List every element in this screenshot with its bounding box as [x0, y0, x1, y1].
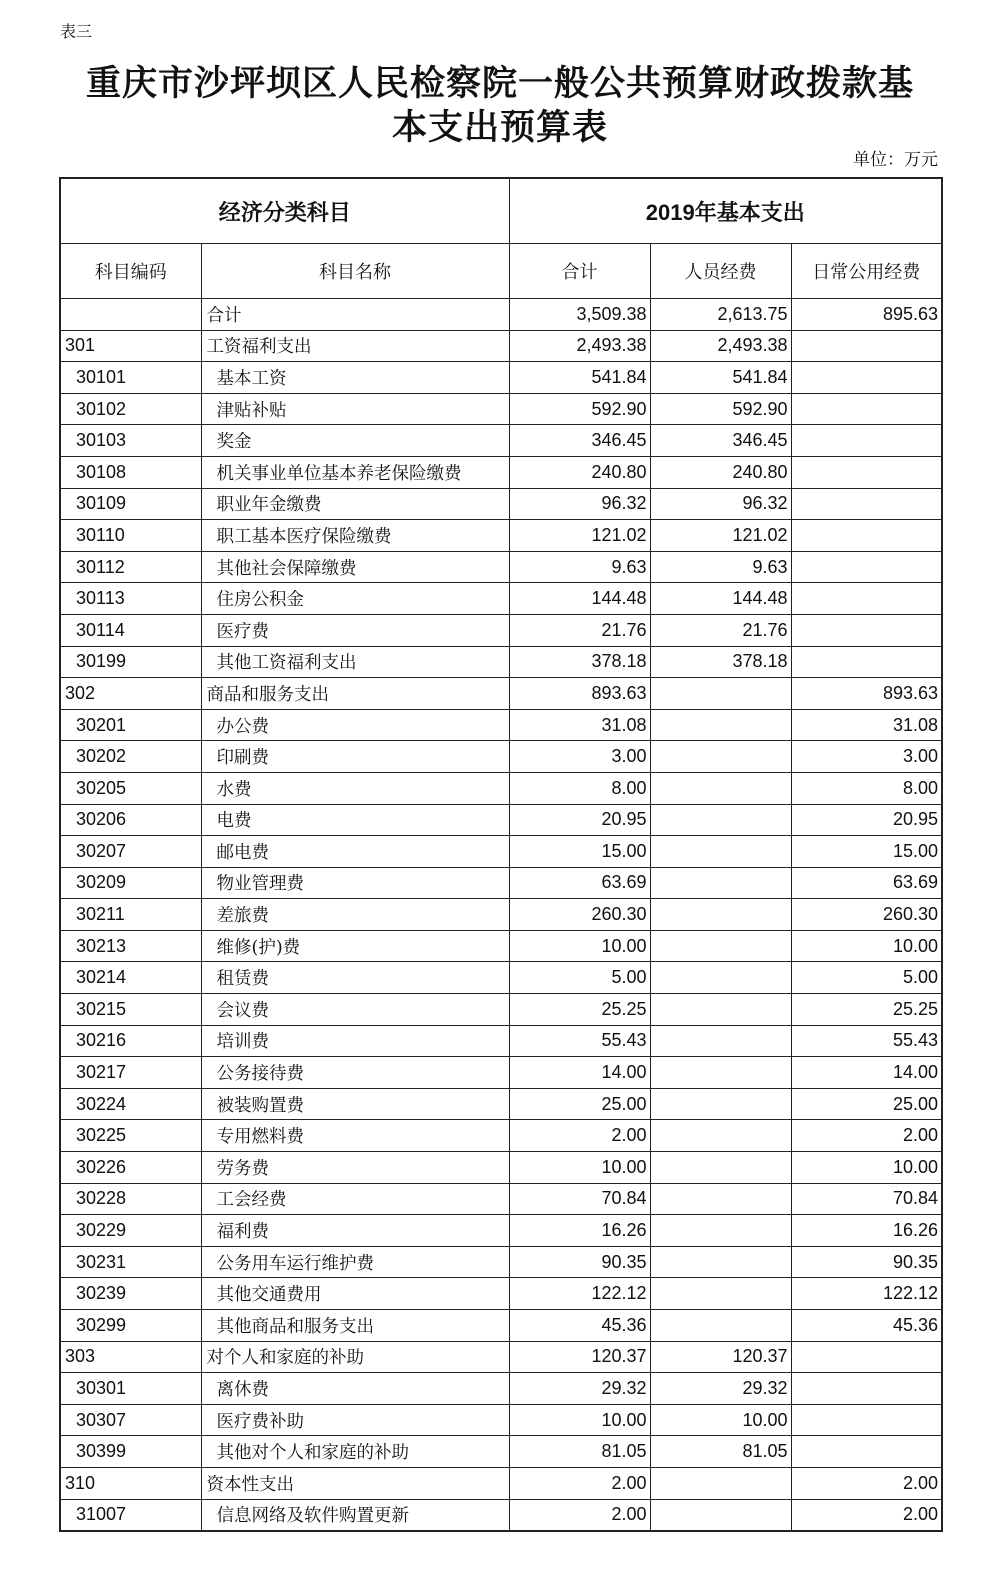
cell-personnel	[650, 1310, 791, 1342]
table-row	[60, 1278, 942, 1310]
cell-public	[791, 456, 942, 488]
cell-personnel: 81.05	[650, 1436, 791, 1468]
table-row	[60, 488, 942, 520]
cell-public: 895.63	[791, 299, 942, 331]
cell-name: 培训费	[201, 1025, 509, 1057]
cell-public: 10.00	[791, 1152, 942, 1184]
table-row	[60, 1499, 942, 1531]
cell-personnel	[650, 772, 791, 804]
table-row	[60, 362, 942, 394]
cell-name: 津贴补贴	[201, 393, 509, 425]
cell-code: 310	[60, 1467, 201, 1499]
cell-public	[791, 1404, 942, 1436]
cell-total: 10.00	[509, 1152, 650, 1184]
cell-total: 10.00	[509, 1404, 650, 1436]
cell-code	[60, 299, 201, 331]
cell-name: 奖金	[201, 425, 509, 457]
cell-code: 30231	[60, 1246, 201, 1278]
cell-public: 25.25	[791, 994, 942, 1026]
cell-name: 基本工资	[201, 362, 509, 394]
cell-public: 14.00	[791, 1057, 942, 1089]
cell-total: 121.02	[509, 520, 650, 552]
cell-code: 30205	[60, 772, 201, 804]
cell-total: 2.00	[509, 1467, 650, 1499]
cell-name: 劳务费	[201, 1152, 509, 1184]
cell-total: 21.76	[509, 614, 650, 646]
cell-public	[791, 1373, 942, 1405]
cell-total: 31.08	[509, 709, 650, 741]
cell-personnel: 144.48	[650, 583, 791, 615]
column-header-row	[60, 244, 942, 299]
cell-code: 30206	[60, 804, 201, 836]
cell-total: 2.00	[509, 1120, 650, 1152]
cell-name: 公务用车运行维护费	[201, 1246, 509, 1278]
group-header-basic-expenditure: 2019年基本支出	[509, 178, 942, 244]
table-row	[60, 330, 942, 362]
cell-total: 8.00	[509, 772, 650, 804]
cell-name: 其他社会保障缴费	[201, 551, 509, 583]
cell-personnel	[650, 1278, 791, 1310]
unit-label: 单位：万元	[853, 150, 938, 170]
cell-public: 2.00	[791, 1120, 942, 1152]
cell-code: 30201	[60, 709, 201, 741]
cell-personnel	[650, 1246, 791, 1278]
cell-public: 122.12	[791, 1278, 942, 1310]
cell-code: 30108	[60, 456, 201, 488]
cell-total: 25.00	[509, 1088, 650, 1120]
cell-code: 31007	[60, 1499, 201, 1531]
cell-total: 2.00	[509, 1499, 650, 1531]
cell-name: 印刷费	[201, 741, 509, 773]
cell-personnel: 120.37	[650, 1341, 791, 1373]
cell-personnel	[650, 836, 791, 868]
table-row	[60, 520, 942, 552]
table-row	[60, 1404, 942, 1436]
cell-total: 592.90	[509, 393, 650, 425]
cell-personnel	[650, 1057, 791, 1089]
cell-public	[791, 362, 942, 394]
table-row	[60, 1373, 942, 1405]
cell-personnel	[650, 1215, 791, 1247]
cell-personnel	[650, 994, 791, 1026]
cell-total: 893.63	[509, 678, 650, 710]
cell-total: 144.48	[509, 583, 650, 615]
cell-total: 45.36	[509, 1310, 650, 1342]
table-row	[60, 1088, 942, 1120]
table-row	[60, 709, 942, 741]
cell-total: 346.45	[509, 425, 650, 457]
cell-total: 20.95	[509, 804, 650, 836]
cell-code: 30209	[60, 867, 201, 899]
table-row	[60, 551, 942, 583]
cell-code: 301	[60, 330, 201, 362]
cell-total: 81.05	[509, 1436, 650, 1468]
cell-code: 30216	[60, 1025, 201, 1057]
cell-total: 16.26	[509, 1215, 650, 1247]
cell-code: 30213	[60, 930, 201, 962]
cell-code: 30215	[60, 994, 201, 1026]
table-row	[60, 1436, 942, 1468]
cell-personnel	[650, 1152, 791, 1184]
cell-public: 20.95	[791, 804, 942, 836]
cell-total: 122.12	[509, 1278, 650, 1310]
cell-name: 对个人和家庭的补助	[201, 1341, 509, 1373]
cell-personnel	[650, 804, 791, 836]
cell-code: 30226	[60, 1152, 201, 1184]
cell-name: 租赁费	[201, 962, 509, 994]
table-row	[60, 299, 942, 331]
cell-code: 30101	[60, 362, 201, 394]
table-row	[60, 836, 942, 868]
cell-name: 办公费	[201, 709, 509, 741]
cell-public	[791, 551, 942, 583]
cell-name: 维修(护)费	[201, 930, 509, 962]
cell-total: 240.80	[509, 456, 650, 488]
table-row	[60, 1120, 942, 1152]
cell-total: 15.00	[509, 836, 650, 868]
document-title-line1: 重庆市沙坪坝区人民检察院一般公共预算财政拨款基	[85, 64, 914, 104]
cell-personnel	[650, 1499, 791, 1531]
cell-code: 30229	[60, 1215, 201, 1247]
cell-name: 物业管理费	[201, 867, 509, 899]
cell-personnel: 2,613.75	[650, 299, 791, 331]
cell-total: 2,493.38	[509, 330, 650, 362]
cell-name: 福利费	[201, 1215, 509, 1247]
cell-code: 30113	[60, 583, 201, 615]
cell-name: 工资福利支出	[201, 330, 509, 362]
cell-public: 2.00	[791, 1499, 942, 1531]
cell-personnel	[650, 930, 791, 962]
cell-total: 9.63	[509, 551, 650, 583]
cell-public: 260.30	[791, 899, 942, 931]
cell-personnel: 10.00	[650, 1404, 791, 1436]
table-row	[60, 1152, 942, 1184]
cell-public	[791, 425, 942, 457]
cell-total: 378.18	[509, 646, 650, 678]
table-row	[60, 1246, 942, 1278]
cell-personnel	[650, 709, 791, 741]
cell-personnel	[650, 678, 791, 710]
cell-name: 公务接待费	[201, 1057, 509, 1089]
cell-code: 30109	[60, 488, 201, 520]
cell-personnel: 378.18	[650, 646, 791, 678]
cell-name: 商品和服务支出	[201, 678, 509, 710]
table-row	[60, 962, 942, 994]
table-row	[60, 930, 942, 962]
table-row	[60, 1341, 942, 1373]
cell-name: 医疗费	[201, 614, 509, 646]
cell-total: 14.00	[509, 1057, 650, 1089]
cell-personnel	[650, 962, 791, 994]
table-row	[60, 1467, 942, 1499]
cell-personnel: 121.02	[650, 520, 791, 552]
table-row	[60, 614, 942, 646]
cell-public: 5.00	[791, 962, 942, 994]
cell-total: 63.69	[509, 867, 650, 899]
cell-public: 70.84	[791, 1183, 942, 1215]
cell-public	[791, 646, 942, 678]
cell-personnel: 541.84	[650, 362, 791, 394]
cell-code: 30239	[60, 1278, 201, 1310]
table-row	[60, 772, 942, 804]
group-header-row	[60, 178, 942, 244]
table-row	[60, 678, 942, 710]
column-header-name: 科目名称	[201, 244, 509, 299]
cell-code: 303	[60, 1341, 201, 1373]
cell-code: 30199	[60, 646, 201, 678]
cell-public: 63.69	[791, 867, 942, 899]
cell-total: 3.00	[509, 741, 650, 773]
cell-public: 3.00	[791, 741, 942, 773]
cell-name: 信息网络及软件购置更新	[201, 1499, 509, 1531]
cell-total: 3,509.38	[509, 299, 650, 331]
cell-public: 893.63	[791, 678, 942, 710]
table-row	[60, 646, 942, 678]
cell-code: 30399	[60, 1436, 201, 1468]
cell-code: 30224	[60, 1088, 201, 1120]
cell-total: 90.35	[509, 1246, 650, 1278]
table-row	[60, 1310, 942, 1342]
cell-public	[791, 330, 942, 362]
cell-personnel: 2,493.38	[650, 330, 791, 362]
table-row	[60, 393, 942, 425]
cell-total: 25.25	[509, 994, 650, 1026]
cell-public: 45.36	[791, 1310, 942, 1342]
cell-code: 30114	[60, 614, 201, 646]
group-header-economic-classification: 经济分类科目	[60, 178, 509, 244]
cell-public: 55.43	[791, 1025, 942, 1057]
cell-personnel	[650, 1183, 791, 1215]
cell-total: 96.32	[509, 488, 650, 520]
column-header-public: 日常公用经费	[791, 244, 942, 299]
cell-name: 职业年金缴费	[201, 488, 509, 520]
cell-name: 其他商品和服务支出	[201, 1310, 509, 1342]
cell-code: 30202	[60, 741, 201, 773]
cell-total: 55.43	[509, 1025, 650, 1057]
cell-personnel	[650, 1088, 791, 1120]
cell-personnel: 592.90	[650, 393, 791, 425]
table-row	[60, 1215, 942, 1247]
cell-personnel: 96.32	[650, 488, 791, 520]
cell-code: 302	[60, 678, 201, 710]
cell-code: 30110	[60, 520, 201, 552]
cell-personnel	[650, 1120, 791, 1152]
cell-name: 会议费	[201, 994, 509, 1026]
table-row	[60, 456, 942, 488]
cell-name: 电费	[201, 804, 509, 836]
budget-table	[59, 177, 943, 1532]
cell-name: 差旅费	[201, 899, 509, 931]
table-row	[60, 867, 942, 899]
table-row	[60, 583, 942, 615]
cell-code: 30301	[60, 1373, 201, 1405]
cell-code: 30217	[60, 1057, 201, 1089]
cell-name: 邮电费	[201, 836, 509, 868]
cell-public: 90.35	[791, 1246, 942, 1278]
cell-name: 机关事业单位基本养老保险缴费	[201, 456, 509, 488]
document-title-line2: 本支出预算表	[391, 108, 608, 148]
cell-total: 5.00	[509, 962, 650, 994]
cell-public	[791, 488, 942, 520]
cell-code: 30112	[60, 551, 201, 583]
cell-public: 2.00	[791, 1467, 942, 1499]
table-row	[60, 1057, 942, 1089]
cell-public	[791, 393, 942, 425]
cell-public	[791, 1341, 942, 1373]
cell-total: 29.32	[509, 1373, 650, 1405]
cell-code: 30228	[60, 1183, 201, 1215]
cell-total: 260.30	[509, 899, 650, 931]
cell-personnel: 21.76	[650, 614, 791, 646]
cell-public	[791, 614, 942, 646]
cell-name: 医疗费补助	[201, 1404, 509, 1436]
cell-total: 10.00	[509, 930, 650, 962]
cell-public: 16.26	[791, 1215, 942, 1247]
table-row	[60, 1183, 942, 1215]
cell-name: 工会经费	[201, 1183, 509, 1215]
table-row	[60, 425, 942, 457]
cell-total: 541.84	[509, 362, 650, 394]
cell-public: 10.00	[791, 930, 942, 962]
cell-total: 70.84	[509, 1183, 650, 1215]
cell-public	[791, 583, 942, 615]
column-header-total: 合计	[509, 244, 650, 299]
cell-name: 其他交通费用	[201, 1278, 509, 1310]
cell-code: 30299	[60, 1310, 201, 1342]
cell-personnel	[650, 899, 791, 931]
cell-personnel	[650, 1025, 791, 1057]
document-label: 表三	[60, 24, 93, 41]
table-row	[60, 741, 942, 773]
cell-name: 水费	[201, 772, 509, 804]
cell-name: 专用燃料费	[201, 1120, 509, 1152]
column-header-personnel: 人员经费	[650, 244, 791, 299]
cell-name: 其他工资福利支出	[201, 646, 509, 678]
cell-code: 30207	[60, 836, 201, 868]
cell-public: 15.00	[791, 836, 942, 868]
table-row	[60, 804, 942, 836]
cell-public: 31.08	[791, 709, 942, 741]
cell-personnel: 346.45	[650, 425, 791, 457]
column-header-code: 科目编码	[60, 244, 201, 299]
cell-personnel	[650, 741, 791, 773]
cell-personnel: 240.80	[650, 456, 791, 488]
cell-name: 职工基本医疗保险缴费	[201, 520, 509, 552]
table-row	[60, 994, 942, 1026]
cell-code: 30214	[60, 962, 201, 994]
table-row	[60, 899, 942, 931]
cell-name: 其他对个人和家庭的补助	[201, 1436, 509, 1468]
cell-name: 合计	[201, 299, 509, 331]
cell-public: 25.00	[791, 1088, 942, 1120]
cell-name: 资本性支出	[201, 1467, 509, 1499]
cell-personnel	[650, 1467, 791, 1499]
cell-public	[791, 520, 942, 552]
cell-code: 30102	[60, 393, 201, 425]
cell-name: 被装购置费	[201, 1088, 509, 1120]
table-row	[60, 1025, 942, 1057]
cell-code: 30211	[60, 899, 201, 931]
cell-public: 8.00	[791, 772, 942, 804]
cell-total: 120.37	[509, 1341, 650, 1373]
cell-code: 30103	[60, 425, 201, 457]
cell-personnel: 9.63	[650, 551, 791, 583]
cell-code: 30307	[60, 1404, 201, 1436]
cell-code: 30225	[60, 1120, 201, 1152]
cell-name: 住房公积金	[201, 583, 509, 615]
cell-personnel: 29.32	[650, 1373, 791, 1405]
cell-public	[791, 1436, 942, 1468]
cell-personnel	[650, 867, 791, 899]
cell-name: 离休费	[201, 1373, 509, 1405]
